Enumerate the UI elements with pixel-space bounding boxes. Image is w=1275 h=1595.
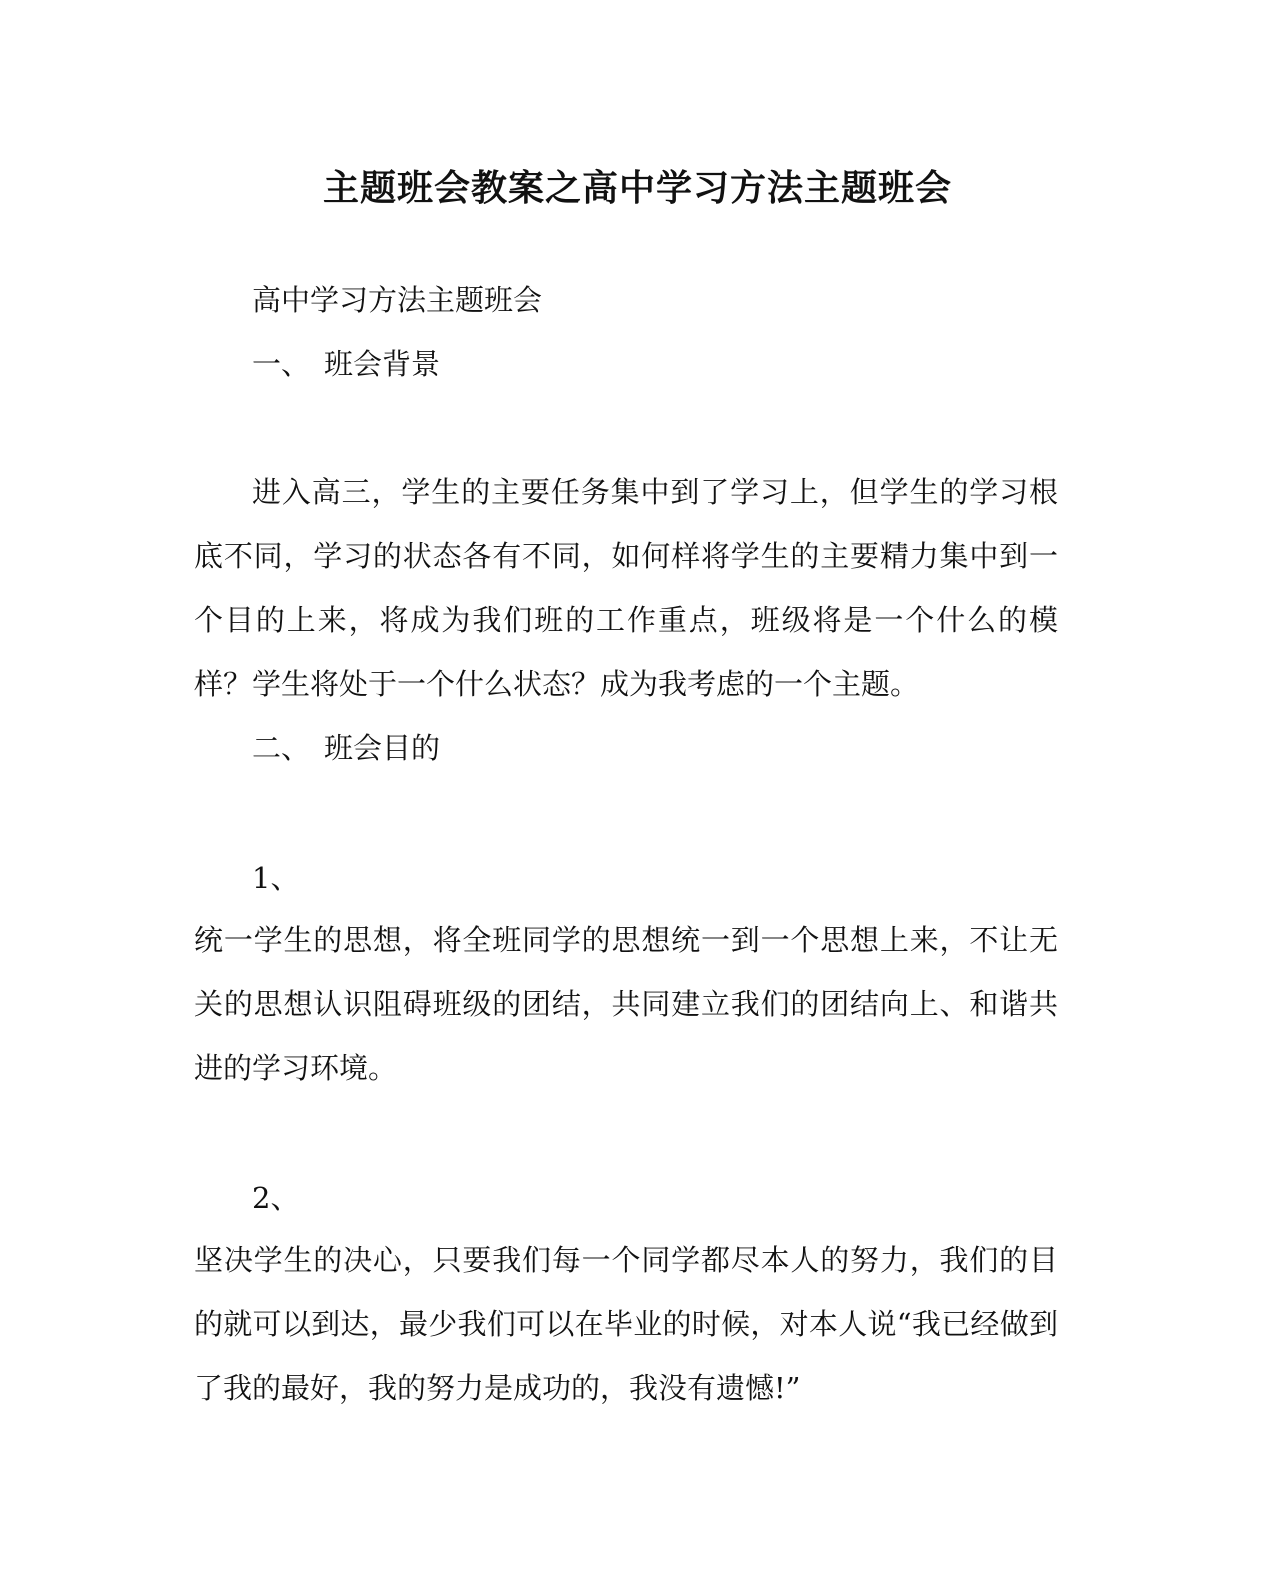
section-number-1: 一、	[252, 347, 311, 381]
section-title-2: 班会目的	[324, 731, 441, 765]
item-number-1: 1、	[252, 861, 300, 895]
section-title-1: 班会背景	[324, 347, 441, 381]
item-number-2: 2、	[252, 1181, 300, 1215]
item-text-2: 坚决学生的决心，只要我们每一个同学都尽本人的努力，我们的目的就可以到达，最少我们可以在毕业的时候，对本人说“我已经做到了我的最好，我的努力是成功的，我没有遗憾!”	[194, 1243, 1058, 1405]
section-number-2: 二、	[252, 731, 311, 765]
item-text-1: 统一学生的思想，将全班同学的思想统一到一个思想上来，不让无关的思想认识阻碍班级的团结，共同建立我们的团结向上、和谐共进的学习环境。	[194, 923, 1058, 1085]
document-title: 主题班会教案之高中学习方法主题班会	[322, 167, 952, 209]
section-heading-1	[252, 344, 440, 384]
section-1-paragraph: 进入高三，学生的主要任务集中到了学习上，但学生的学习根底不同，学习的状态各有不同，如何样将学生的主要精力集中到一个目的上来，将成为我们班的工作重点，班级将是一个什么的模样？学生将处于一个什么状态？成为我考虑的一个主题。	[194, 475, 1058, 701]
document-subtitle: 高中学习方法主题班会	[252, 283, 543, 317]
section-heading-2	[252, 728, 440, 768]
